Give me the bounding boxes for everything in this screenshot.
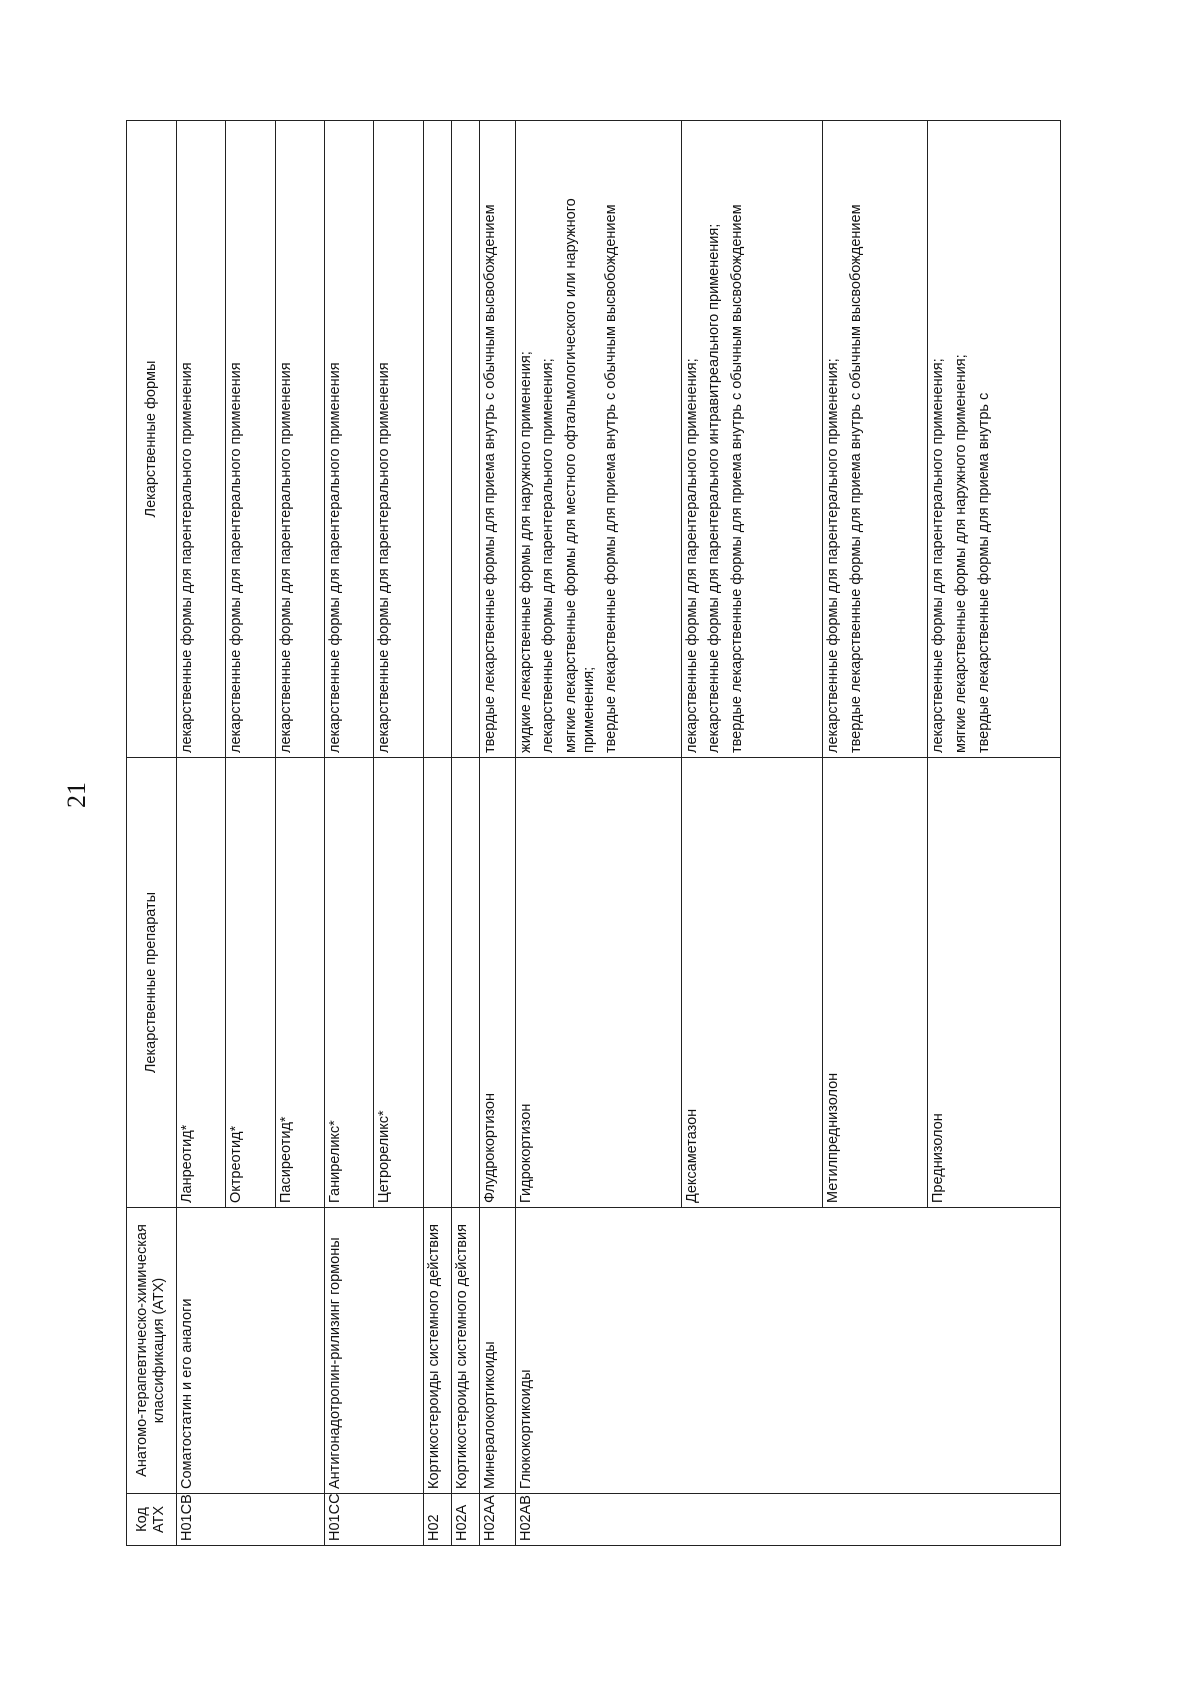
drug-name: Метилпреднизолон (823, 758, 928, 1208)
dosage-forms (374, 121, 423, 758)
rotated-table-sheet (126, 121, 1061, 1546)
drug-name: Октреотид* (226, 758, 275, 1208)
dosage-forms (928, 121, 1061, 758)
dosage-form: лекарственные формы для парентерального применения; (683, 358, 700, 753)
dosage-forms (479, 121, 515, 758)
dosage-forms (226, 121, 275, 758)
dosage-form: твердые лекарственные формы для приема внутрь с обычным высвобождением (729, 204, 746, 753)
dosage-forms (176, 121, 225, 758)
header-code: Код АТХ (127, 1494, 177, 1546)
drug-name-empty (451, 758, 479, 1208)
dosage-forms-empty (451, 121, 479, 758)
dosage-form: лекарственные формы для парентерального интравитреального применения; (706, 223, 723, 753)
drug-name-empty (423, 758, 451, 1208)
dosage-form: лекарственные формы для парентерального применения; (930, 358, 947, 753)
drug-name: Цетрореликс* (374, 758, 423, 1208)
atc-code: H01CB (176, 1494, 324, 1546)
table-row (423, 121, 451, 1546)
dosage-forms-empty (423, 121, 451, 758)
dosage-form: лекарственные формы для парентерального применения (178, 362, 195, 753)
drug-name: Ганиреликс* (324, 758, 373, 1208)
atc-classification: Кортикостероиды системного действия (451, 1208, 479, 1494)
table-row (451, 121, 479, 1546)
dosage-form: лекарственные формы для парентерального применения; (540, 358, 557, 753)
table-row (479, 121, 515, 1546)
dosage-form: лекарственные формы для парентерального применения (228, 362, 245, 753)
dosage-form: жидкие лекарственные формы для наружного применения; (517, 351, 534, 753)
dosage-form: твердые лекарственные формы для приема внутрь с обычным высвобождением (847, 204, 864, 753)
drug-name: Преднизолон (928, 758, 1061, 1208)
header-drugs: Лекарственные препараты (127, 758, 177, 1208)
dosage-forms (324, 121, 373, 758)
header-classification: Анатомо-терапевтическо-химическая классификация (АТХ) (127, 1208, 177, 1494)
atc-code: H02AB (515, 1494, 1060, 1546)
atc-code: H02 (423, 1494, 451, 1546)
dosage-forms (823, 121, 928, 758)
drug-name: Ланреотид* (176, 758, 225, 1208)
table-row (324, 121, 373, 1546)
atc-classification: Кортикостероиды системного действия (423, 1208, 451, 1494)
dosage-form: лекарственные формы для парентерального применения (376, 362, 393, 753)
table-row (515, 121, 681, 1546)
dosage-forms (275, 121, 324, 758)
drug-classification-table (126, 120, 1061, 1546)
dosage-form: мягкие лекарственные формы для местного офтальмологического или наружного применения; (562, 198, 597, 753)
page-number: 21 (62, 782, 91, 808)
table-header-row (127, 121, 177, 1546)
drug-name: Флудрокортизон (479, 758, 515, 1208)
dosage-form: лекарственные формы для парентерального применения; (825, 358, 842, 753)
dosage-form: твердые лекарственные формы для приема внутрь с обычным высвобождением (481, 204, 498, 753)
table-row (176, 121, 225, 1546)
dosage-form: твердые лекарственные формы для приема внутрь с (975, 392, 992, 753)
dosage-form: мягкие лекарственные формы для наружного применения; (953, 354, 970, 753)
dosage-forms (681, 121, 822, 758)
atc-code: H02AA (479, 1494, 515, 1546)
atc-classification: Глюкокортикоиды (515, 1208, 1060, 1494)
dosage-form: лекарственные формы для парентерального применения (277, 362, 294, 753)
atc-code: H02A (451, 1494, 479, 1546)
dosage-form: лекарственные формы для парентерального применения (326, 362, 343, 753)
drug-name: Дексаметазон (681, 758, 822, 1208)
drug-name: Гидрокортизон (515, 758, 681, 1208)
dosage-form: твердые лекарственные формы для приема внутрь с обычным высвобождением (603, 204, 620, 753)
atc-classification: Антигонадотропин-рилизинг гормоны (324, 1208, 423, 1494)
atc-code: H01CC (324, 1494, 423, 1546)
dosage-forms (515, 121, 681, 758)
atc-classification: Соматостатин и его аналоги (176, 1208, 324, 1494)
drug-name: Пасиреотид* (275, 758, 324, 1208)
atc-classification: Минералокортикоиды (479, 1208, 515, 1494)
header-forms: Лекарственные формы (127, 121, 177, 758)
